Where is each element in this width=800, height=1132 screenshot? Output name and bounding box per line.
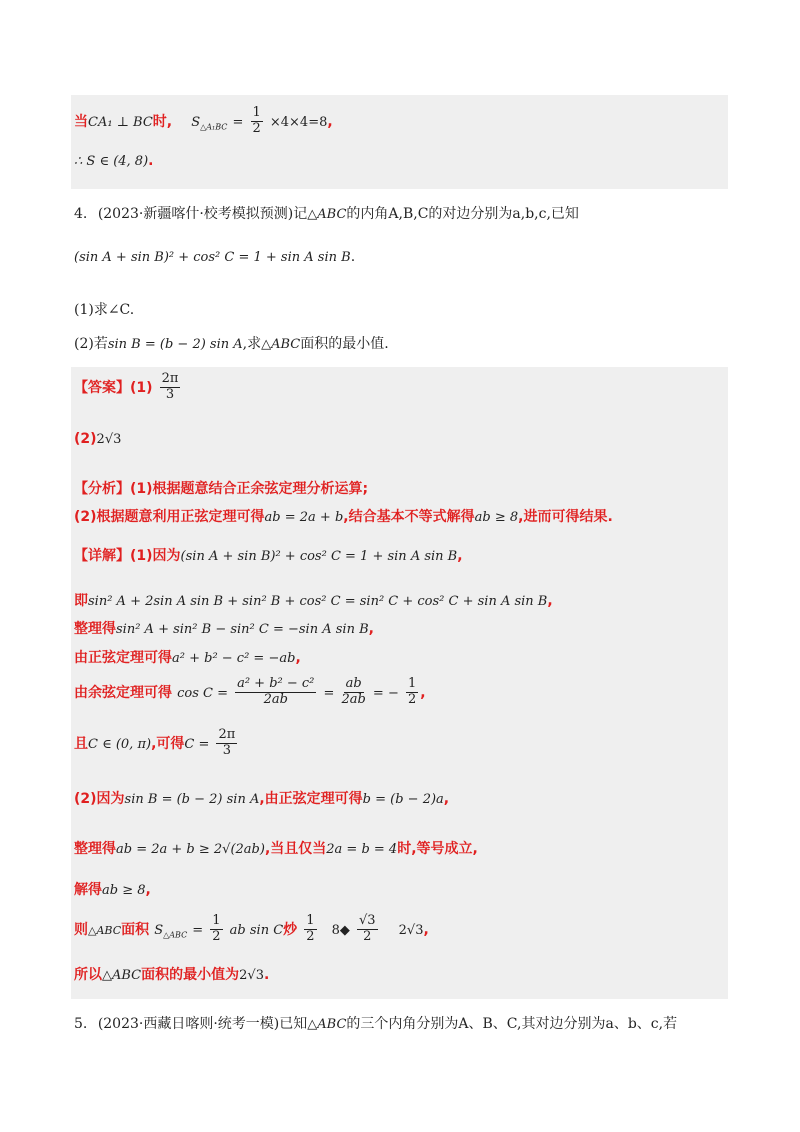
detail-line-3: 整理得sin² A + sin² B − sin² C = −sin A sin B, xyxy=(74,621,374,637)
detail-line-11: 所以△ABC面积的最小值为2√3. xyxy=(74,967,270,983)
detail-line-10: 则△ABC面积 $S_{\triangle ABC}$ = $\frac{1}{2}$ ab sin C炒 $\frac{1}{2}$ 8◆ $\frac{√3}{2}$ 2√3, xyxy=(74,913,429,944)
cos-fraction-3: $\frac{1}{2}$ xyxy=(407,676,417,707)
question-4-part2: (2)若sin B = (b − 2) sin A,求△ABC面积的最小值. xyxy=(74,336,389,352)
analysis-line-1: 【分析】(1)根据题意结合正余弦定理分析运算; xyxy=(74,481,369,497)
question-4-stem: 4. (2023·新疆喀什·校考模拟预测)记△ABC的内角A,B,C的对边分别为a,b,c,已知 xyxy=(74,206,579,222)
detail-line-1: 【详解】(1)因为(sin A + sin B)² + cos² C = 1 + sin A sin B, xyxy=(74,548,463,564)
cos-fraction-1: $\frac{\text{a² + b² − c²}}{2ab}$ xyxy=(237,676,315,707)
question-4-part1: (1)求∠C. xyxy=(74,302,135,318)
area-fraction-2: $\frac{1}{2}$ xyxy=(306,913,315,944)
answer1-fraction: $\frac{2\pi}{3}$ xyxy=(161,371,179,402)
detail-line-4: 由正弦定理可得a² + b² − c² = −ab, xyxy=(74,650,301,666)
area-fraction-1: $\frac{1}{2}$ xyxy=(212,913,221,944)
box1-line2: ∴ S ∈ (4, 8). xyxy=(74,153,154,169)
detail-line-8: 整理得ab = 2a + b ≥ 2√(2ab),当且仅当2a = b = 4时,等号成立, xyxy=(74,841,478,857)
detail-line-9: 解得ab ≥ 8, xyxy=(74,882,151,898)
box1-line1: 当CA₁ ⊥ BC时, $S_{\triangle A_1BC}$ = $\frac{1}{2}$ ×4×4=8, xyxy=(74,105,333,136)
fraction-half: $\frac{1}{2}$ xyxy=(252,105,261,136)
question-5-stem: 5. (2023·西藏日喀则·统考一模)已知△ABC的三个内角分别为A、B、C,其对边分别为a、b、c,若 xyxy=(74,1016,678,1032)
c-value-fraction: $\frac{2\pi}{3}$ xyxy=(218,727,236,758)
analysis-line-2: (2)根据题意利用正弦定理可得ab = 2a + b,结合基本不等式解得ab ≥ 8,进而可得结果. xyxy=(74,509,613,525)
detail-line-7: (2)因为sin B = (b − 2) sin A,由正弦定理可得b = (b − 2)a, xyxy=(74,791,450,807)
answer-line-1: 【答案】(1) $\frac{2\pi}{3}$ xyxy=(74,371,179,402)
cos-fraction-2: $\frac{ab}{2ab}$ xyxy=(341,676,366,707)
detail-line-5: 由余弦定理可得 cos C = $\frac{\text{a² + b² − c²}}{2ab}$ = $\frac{ab}{2ab}$ = − $\frac{1}{2}$ , xyxy=(74,676,426,707)
area-fraction-3: $\frac{√3}{2}$ xyxy=(359,913,376,944)
answer-line-2: (2)2√3 xyxy=(74,431,122,447)
detail-line-6: 且C ∈ (0, π),可得C = $\frac{2\pi}{3}$ xyxy=(74,727,236,758)
detail-line-2: 即sin² A + 2sin A sin B + sin² B + cos² C = sin² C + cos² C + sin A sin B, xyxy=(74,593,553,609)
question-4-equation: (sin A + sin B)² + cos² C = 1 + sin A sin B. xyxy=(74,249,356,265)
